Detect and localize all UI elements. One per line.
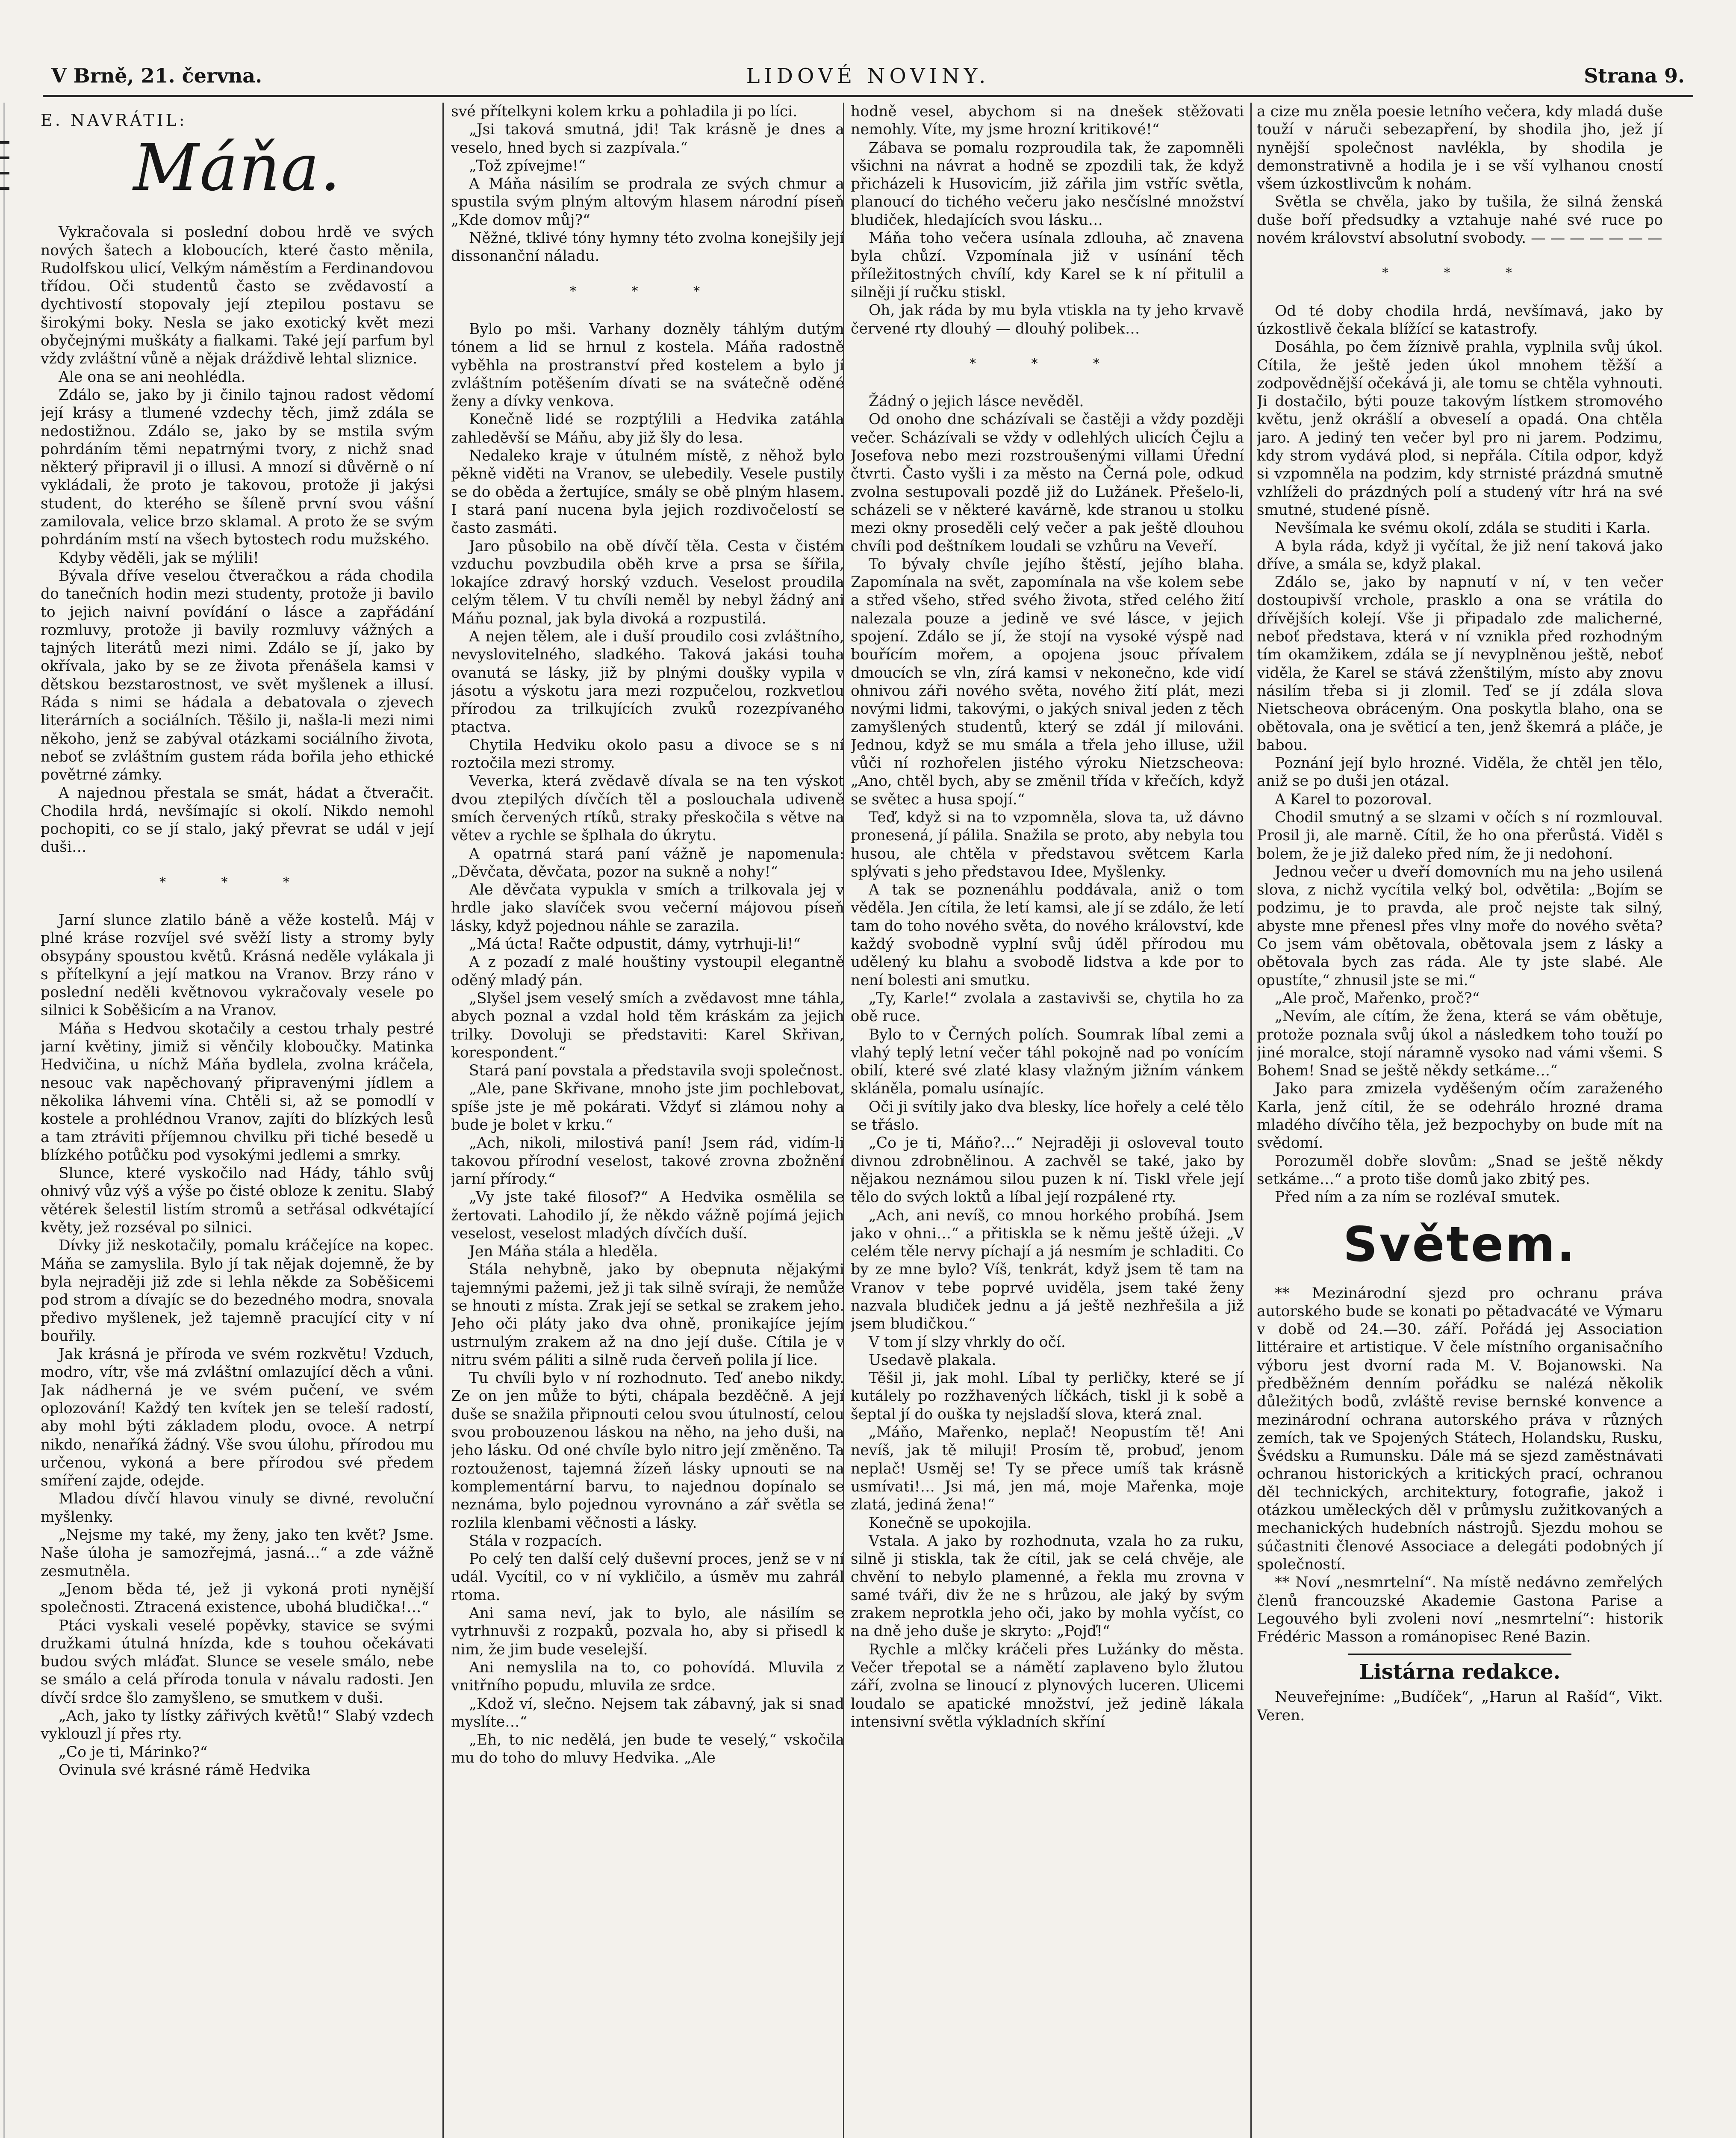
paragraph: Kdyby věděli, jak se mýlili! [59, 549, 259, 567]
section-break-stars: * * * [569, 283, 726, 299]
paragraph: A tak se poznenáhlu poddávala, aniž o tom věděla. Jen cítila, že letí kamsi, ale jí se zdálo, že letí tam do toho nového světa, do nového království, kde každý svobodně vyplní svůj úděl přírodou mu udělený ku blahu a svobodě lidstva a kde por to není bolesti ani smutku. [851, 881, 1244, 989]
paragraph: Stará paní povstala a představila svoji společnost. [469, 1062, 843, 1080]
paragraph: Ale děvčata vypukla v smích a trilkovala jej v hrdle jako slavíček svou večerní májovou píseň lásky, když pojednou náhle se zarazila. [451, 881, 844, 935]
paragraph: „Ach, jako ty lístky zářivých květů!“ Slabý vzdech vyklouzl jí přes rty. [41, 1707, 434, 1743]
paragraph: „Tož zpívejme!“ [469, 157, 586, 174]
paragraph: „Máňo, Mařenko, neplač! Neopustím tě! Ani nevíš, jak tě miluji! Prosím tě, probuď, jenom neplač! Usměj se! Ty se přece umíš tak krásně usmívati!… Jsi má, jen má, moje Mařenka, moje zlatá, jediná žena!“ [851, 1424, 1244, 1514]
paragraph: Nedaleko kraje v útulném místě, z něhož bylo pěkně viděti na Vranov, se ulebedily. Vesele pustily se do oběda a žertujíce, smály se obě plným hlasem. I stará paní nucena byla jejich rozdivočelostí se často zasmáti. [451, 447, 844, 537]
paragraph: Poznání její bylo hrozné. Viděla, že chtěl jen tělo, aniž se po duši jen otázal. [1257, 755, 1663, 790]
paragraph: Bylo to v Černých polích. Soumrak líbal zemi a vlahý teplý letní večer táhl pokojně nad po vonícím obilí, které své zlaté klasy vlažným jižním vánkem skláněla, pomalu usínajíc. [851, 1026, 1244, 1098]
paragraph: Oči ji svítily jako dva blesky, líce hořely a celé tělo se třáslo. [851, 1098, 1244, 1134]
paragraph: „Kdož ví, slečno. Nejsem tak zábavný, jak si snad myslíte…“ [451, 1695, 844, 1730]
scan-edge-marks [0, 128, 12, 291]
paragraph: „Vy jste také filosof?“ A Hedvika osmělila se žertovati. Lahodilo jí, že někdo vážně pojímá jejich veselost, veselost mladých dívčích duší. [451, 1189, 844, 1242]
paragraph: „Ale, pane Skřivane, mnoho jste jim pochlebovat, spíše jste je mě pokárati. Vždyť si zlámou nohy a bude je bolet v krku.“ [451, 1080, 844, 1134]
paragraph: Po celý ten další celý duševní proces, jenž se v ní udál. Vycítil, co v ní vykličilo, a úsměv mu zahrál rtoma. [451, 1550, 844, 1604]
paragraph: Jak krásná je příroda ve svém rozkvětu! Vzduch, modro, vítr, vše má zvláštní omlazující děch a vůni. Jak nádherná je ve svém pučení, ve svém oplozování! Každý ten kvítek jen se teleší radostí, aby mohl býti základem plodu, ovoce. A netrpí nikdo, nenaříká žádný. Vše svou úlohu, přírodou mu určenou, vykoná a bere přírodou své předem smíření zajde, odejde. [41, 1346, 434, 1490]
section-heading-listarna: Listárna redakce. [1359, 1660, 1561, 1684]
paragraph: a cize mu zněla poesie letního večera, kdy mladá duše touží v náruči sebezapření, by shodila jho, jež jí nynější společnost navlékla, by shodila je demonstrativně a hodila je i se vší vylhanou cností všem úzkostlivcům k nohám. [1257, 103, 1663, 193]
paragraph: „Ach, nikoli, milostivá paní! Jsem rád, vidím-li takovou přírodní veselost, takové zrovna zbožnění jarní přírody.“ [451, 1134, 844, 1188]
paragraph: Jednou večer u dveří domovních mu na jeho usilená slova, z nichž vycítila velký bol, odvětila: „Bojím se podzimu, je to pravda, ale proč nejste tak silný, abyste mne přenesl přes vlny moře do nového světa? Co jsem vám obětovala, obětovala jsem z lásky a obětovala bych zas ráda. Ale ty jste slabé. Ale opustíte,“ zhnusil jste se mi.“ [1257, 863, 1663, 989]
paragraph: Nevšímala ke svému okolí, zdála se studiti i Karla. [1275, 520, 1651, 537]
paragraph: Dívky již neskotačily, pomalu kráčejíce na kopec. Máňa se zamyslila. Bylo jí tak nějak dojemně, že by byla nejraději již zde si lehla někde za Soběšicemi pod strom a dívajíc se do bezedného modra, snovala předivo myšlenek, jež tajemně pracující city v ní bouřily. [41, 1237, 434, 1345]
article-title: Máňa. [133, 131, 342, 206]
paragraph: Mladou dívčí hlavou vinuly se divné, revoluční myšlenky. [41, 1490, 434, 1526]
paragraph: A nejen tělem, ale i duší proudilo cosi zvláštního, nevyslovitelného, sladkého. Taková jakási touha ovanutá se lásky, již by plnými doušky vypila v jásotu a výskotu jara mezi rozpučelou, rozkvetlou přírodou za trilkujících zvuků rozezpívaného ptactva. [451, 628, 844, 736]
paragraph: Ptáci vyskali veselé popěvky, stavice se svými družkami útulná hnízda, kde s touhou očekávati budou svých mláďat. Slunce se vesele smálo, nebe se smálo a celá příroda tonula v návalu radosti. Jen dívčí srdce šlo zamyšleno, se smutkem v duši. [41, 1617, 434, 1707]
paragraph: „Co je ti, Máňo?…“ Nejraději ji osloveval touto divnou zdrobnělinou. A zachvěl se také, jako by nějakou neznámou silou puzen k ní. Tiskl vřele její tělo do svých loktů a líbal její rozpálené rty. [851, 1134, 1244, 1206]
paragraph: A Karel to pozoroval. [1275, 791, 1432, 808]
paragraph: „Ach, ani nevíš, co mnou horkého probíhá. Jsem jako v ohni…“ a přitiskla se k němu ještě úžeji. „V celém těle nervy píchají a já nesmím je schladiti. Co by ze mne bylo? Víš, tenkrát, když jsem tě tam na Vranov v tebe poprvé uviděla, jsem také ženy nazvala bludiček jednu a já ještě nezhřešila a již jsem bludičkou.“ [851, 1207, 1244, 1333]
column-divider [442, 103, 444, 2138]
paragraph: Jako para zmizela vyděšeným očím zaraženého Karla, jenž cítil, že se odehrálo hrozné drama mladého dívčího těla, jež bezpochyby on bude mít na svědomí. [1257, 1080, 1663, 1152]
paragraph: Bývala dříve veselou čtveračkou a ráda chodila do tanečních hodin mezi studenty, protože ji bavilo to jejich naivní povídání o lásce a zapřádání rozmluvy, protože ji bavily rozmluvy vážných a tajných literátů mezi nimi. Zdálo se jí, jako by okřívala, jako by se ze života přenášela kamsi v dětskou bezstarostnost, ve svět myšlenek a illusí. Ráda s nimi se hádala a debatovala o zjevech literárních a sociálních. Těšilo ji, našla-li mezi nimi někoho, jenž se zabýval otázkami sociálního života, neboť se zvláštním gustem ráda bořila jeho ethické povětrné zámky. [41, 567, 434, 784]
paragraph: Od onoho dne scházívali se častěji a vždy později večer. Scházívali se vždy v odlehlých ulicích Čejlu a Josefova nebo mezi rozstroušenými villami Úřední čtvrti. Často vyšli i za město na Černá pole, odkud zvolna sestupovali pozdě již do Lužánek. Přešelo-li, scházeli se v některé kavárně, kde stranou u stolku mezi okny proseděli celý večer a pak ještě dlouhou chvíli pod deštníkem loudali se vzhůru na Veveří. [851, 411, 1244, 555]
paragraph: A Máňa násilím se prodrala ze svých chmur a spustila svým plným altovým hlasem národní píseň „Kde domov můj?“ [451, 175, 844, 229]
column-2 [451, 103, 844, 2138]
paragraph: Zdálo se, jako by napnutí v ní, v ten večer dostoupivší vrchole, prasklo a ona se vrátila do dřívějších kolejí. Vše ji připadalo zde malicherné, neboť představa, která v ní vznikla před rozhodným tím okamžikem, zdála se jí nevyplněnou ještě, neboť viděla, že Karel se stává zženštilým, místo aby znovu násilím třeba si ji zlomil. Teď se jí zdála slova Nietscheova obráceným. Ona poskytla blaho, ona se obětovala, ona je světicí a ten, jenž škemrá a pláče, je babou. [1257, 574, 1663, 754]
column-3 [851, 103, 1244, 2138]
paragraph: V tom jí slzy vhrkly do očí. [869, 1333, 1066, 1351]
section-break-stars: * * * [969, 356, 1126, 371]
paragraph: Chytila Hedviku okolo pasu a divoce se s ní roztočila mezi stromy. [451, 736, 844, 772]
paragraph: Těšil ji, jak mohl. Líbal ty perličky, které se jí kutálely po rozžhavených líčkách, tiskl ji k sobě a šeptal jí do ouška ty nejsladší slova, která znal. [851, 1370, 1244, 1423]
section-rule [1348, 1654, 1572, 1655]
paragraph: „Jsi taková smutná, jdi! Tak krásně je dnes a veselo, hned bych si zazpívala.“ [451, 121, 844, 157]
editorial-note: Neuveřejníme: „Budíček“, „Harun al Rašíd“, Vikt. Veren. [1257, 1689, 1663, 1724]
paragraph: Vstala. A jako by rozhodnuta, vzala ho za ruku, silně ji stiskla, tak že cítil, jak se celá chvěje, ale chvění to nebylo plamenné, a řekla mu zrovna v samé tváři, div že ne s hrůzou, ale jaký by svým zrakem neprotkla jeho oči, jako by mohla vyčíst, co na dně jeho duše je skryto: „Pojď!“ [851, 1532, 1244, 1640]
paragraph: „Slyšel jsem veselý smích a zvědavost mne táhla, abych poznal a vzdal hold těm kráskám za jejich trilky. Dovoluji se představiti: Karel Skřivan, korespondent.“ [451, 989, 844, 1061]
paragraph: To bývaly chvíle jejího štěstí, jejího blaha. Zapomínala na svět, zapomínala na vše kolem sebe a střed všeho, střed svého života, střed celého žití nalezala pouze a jedině ve své lásce, v jejich spojení. Zdálo se jí, že stojí na vysoké výspě nad bouřícím mořem, a opojena jsouc přívalem dmoucích se vln, zírá kamsi v nekonečno, kde vidí ohnivou záři nového světa, nového žití plát, mezi novými lidmi, takovými, o jakých snival jeden z těch zamyšlených studentů, který se zdál jí milováni. Jednou, když se mu smála a třela jeho illuse, užil vůči ní rozhořelen jistého výroku Nietzscheova: „Ano, chtěl bych, aby se změnil třída v křečích, když se světec a husa spojí.“ [851, 555, 1244, 808]
paragraph: Jen Máňa stála a hleděla. [469, 1243, 658, 1261]
paragraph: Bylo po mši. Varhany dozněly táhlým dutým tónem a lid se hrnul z kostela. Máňa radostně vyběhla na prostranství před kostelem a bylo jí zvláštním potěšením dívati se na svátečně oděné ženy a dívky venkova. [451, 320, 844, 410]
paragraph: Stála nehybně, jako by obepnuta nějakými tajemnými pažemi, jež ji tak silně svíraji, že nemůže se hnouti z místa. Zrak její se setkal se zrakem jeho. Jeho oči pláty jako dva ohně, pronikajíce jejím ustrnulým zrakem až na dno její duše. Cítila je v nitru svém páliti a silně ruda červeň polila jí lice. [451, 1261, 844, 1369]
paragraph: „Co je ti, Márinko?“ [59, 1743, 208, 1761]
paragraph: Teď, když si na to vzpomněla, slova ta, už dávno pronesená, jí pálila. Snažila se proto, aby nebyla tou husou, ale chtěla v představou světcem Karla splývati s jeho představou Idee, Myšlenky. [851, 809, 1244, 880]
paragraph: „Má úcta! Račte odpustit, dámy, vytrhuji-li!“ [469, 936, 801, 953]
paragraph: Dosáhla, po čem žíznivě prahla, vyplnila svůj úkol. Cítila, že ještě jeden úkol mnohem těžší a zodpovědnější očekává ji, ale tomu se chtěla vyhnouti. Ji dostačilo, býti pouze takovým lístkem stromového květu, jenž okrášlí a obveselí a opadá. Ona chtěla jaro. A jediný ten večer byl pro ni jarem. Podzimu, kdy strom vydává plod, si nepřála. Cítila odpor, když si vzpomněla na podzim, kdy strnisté prázdná smutně vzhlíželi do prázdných polí a studený vítr hrá na své smutné, studené písně. [1257, 339, 1663, 519]
header-rule [43, 95, 1693, 97]
paragraph: Chodil smutný a se slzami v očích s ní rozmlouval. Prosil ji, ale marně. Cítil, že ho ona přerůstá. Viděl s bolem, že je již daleko před ním, že ji nedohoní. [1257, 809, 1663, 862]
paragraph: A najednou přestala se smát, hádat a čtveračit. Chodila hrdá, nevšímajíc si okolí. Nikdo nemohl pochopiti, co se jí stalo, jaký převrat se udál v její duši… [41, 784, 434, 856]
paragraph: „Nejsme my také, my ženy, jako ten květ? Jsme. Naše úloha je samozřejmá, jasná…“ a zde vážně zesmutněla. [41, 1527, 434, 1580]
column-4 [1257, 103, 1663, 2138]
paragraph: Tu chvíli bylo v ní rozhodnuto. Teď anebo nikdy. Ze on jen může to býti, chápala bezděčně. A její duše se snažila připnouti celou svou útulností, celou svou probouzenou láskou na něho, na jeho duši, na jeho lásku. Od oné chvíle bylo nitro její změněno. Ta roztouženost, tajemná žízeň lásky upnouti se na komplementární barvu, to najednou dopínalo se neznáma, bylo pojednou vyrovnáno a zář světla se rozlila klenbami věčnosti a lásky. [451, 1370, 844, 1532]
article-author: E. NAVRÁTIL: [41, 111, 187, 130]
paragraph: Porozuměl dobře slovům: „Snad se ještě někdy setkáme…“ a proto tiše domů jako zbitý pes. [1257, 1152, 1663, 1188]
page-header [51, 64, 1685, 94]
section-break-stars: * * * [159, 874, 315, 890]
paragraph: Máňa s Hedvou skotačily a cestou trhaly pestré jarní květiny, jimiž si věnčily kloboučky. Matinka Hedvičina, u níchž Máňa bydlela, zvolna kráčela, nesouc vak napěchovaný připravenými jídlem a několika láhvemi vína. Chtěli si, až se pomodlí v kostele a prohlédnou Vranov, zajíti do blízkých lesů a tam ztráviti příjemnou chvilku při tiché besedě u blízkého potůčku pod vysokými jedlemi a smrky. [41, 1020, 434, 1164]
paragraph: „Jenom běda té, jež ji vykoná proti nynější společnosti. Ztracená existence, ubohá bludička!…“ [41, 1580, 434, 1616]
header-date: V Brně, 21. června. [51, 64, 262, 87]
header-page-number: Strana 9. [1584, 64, 1685, 87]
paragraph: Máňa toho večera usínala zdlouha, ač znavena byla chůzí. Vzpomínala již v usínání těch příležitostných chvílí, kdy Karel se k ní přitulil a silněji jí ručku stiskl. [851, 230, 1244, 301]
paragraph: „Ty, Karle!“ zvolala a zastavivši se, chytila ho za obě ruce. [851, 989, 1244, 1025]
paragraph: Konečně se upokojila. [869, 1514, 1032, 1532]
paragraph: Ani nemyslila na to, co pohovídá. Mluvila z vnitřního popudu, mluvila ze srdce. [451, 1659, 844, 1695]
paragraph: Konečně lidé se rozptýlili a Hedvika zatáhla zahleděvší se Máňu, aby již šly do lesa. [451, 411, 844, 446]
paragraph: Ani sama neví, jak to bylo, ale násilím se vytrhnuvši z rozpaků, pozvala ho, aby si přisedl k nim, že jim bude veselejší. [451, 1605, 844, 1658]
paragraph: Stála v rozpacích. [469, 1532, 603, 1550]
column-divider [1250, 103, 1252, 2138]
news-item: ** Mezinárodní sjezd pro ochranu práva autorského bude se konati po pětadvacáté ve Výmaru v době od 24.—30. září. Pořádá jej Association littéraire et artistique. V čele místního organisačního výboru jest dvorní rada M. V. Bojanowski. Na předběžném denním pořádku se nalézá několik důležitých bodů, zvláště revise bernské konvence a mezinárodní ochrana autorského práva v různých zemích, tak ve Spojených Státech, Holandsku, Rusku, Švédsku a Rumunsku. Dále má se sjezd zaměstnávati ochranou historických a kritických prací, ochranou děl technických, architektury, fotografie, jakož i otázkou uměleckých děl v průmyslu zužitkovaných a mechanických hudebních nástrojů. Sjezdu mohou se súčastniti členové Associace a delegáti podobných jí společností. [1257, 1285, 1663, 1573]
paragraph: Zdálo se, jako by ji činilo tajnou radost vědomí její krásy a tlumené vzdechy těch, jimž zdála se nedostižnou. Zdálo se, jako by se mstila svým pohrdáním těmi nepatrnými tvory, z nichž snad některý připravil ji o illusi. A mnozí si důvěrně o ní vykládali, že proto je takovou, protože ji jakýsi student, do kterého se šíleně první svou vášní zamilovala, velice brzo sklamal. A proto že se svým pohrdáním mstí na všech bytostech rodu mužského. [41, 386, 434, 549]
paragraph: Veverka, která zvědavě dívala se na ten výskot dvou ztepilých dívčích těl a poslouchala udiveně smích červených rtíků, straky přeskočila s větve na větev a rychle se šplhala do úkrytu. [451, 773, 844, 845]
paragraph: Jaro působilo na obě dívčí těla. Cesta v čistém vzduchu povzbudila oběh krve a prsa se šířila, lokajíce zdravý horský vzduch. Veselost proudila celým tělem. V tu chvíli neměl by nebyl žádný ani Máňu poznal, jak byla divoká a rozpustilá. [451, 537, 844, 627]
paragraph: A opatrná stará paní vážně je napomenula: „Děvčata, děvčata, pozor na sukně a nohy!“ [451, 845, 844, 880]
paragraph: své přítelkyni kolem krku a pohladila ji po líci. [451, 103, 798, 120]
paragraph: Ovinula své krásné rámě Hedvika [59, 1761, 311, 1779]
paragraph: Vykračovala si poslední dobou hrdě ve svých nových šatech a kloboucích, které často měnila, Rudolfskou ulicí, Velkým náměstím a Ferdinandovou třídou. Oči studentů často se zvědavostí a dychtivostí stopovaly její ztepilou postavu se širokými boky. Nesla se jako exotický květ mezi obyčejnými muškáty a fialkami. Také její parfum byl vždy zvláštní vůně a nějak dráždivě lehtal sliznice. [41, 224, 434, 368]
paragraph: Před ním a za ním se rozlévaI smutek. [1275, 1189, 1560, 1206]
paragraph: „Eh, to nic nedělá, jen bude te veselý,“ vskočila mu do toho do mluvy Hedvika. „Ale [451, 1731, 844, 1767]
paragraph: Světla se chvěla, jako by tušila, že silná ženská duše boří předsudky a vztahuje nahé své ruce po novém království absolutní svobody. — — — — — — — [1257, 193, 1663, 247]
header-masthead: LIDOVÉ NOVINY. [746, 64, 990, 88]
paragraph: hodně vesel, abychom si na dnešek stěžovati nemohly. Víte, my jsme hrozní kritikové!“ [851, 103, 1244, 139]
paragraph: A z pozadí z malé houštiny vystoupil elegantně oděný mladý pán. [451, 954, 844, 989]
scan-edge [3, 103, 5, 2138]
paragraph: „Nevím, ale cítím, že žena, která se vám obětuje, protože poznala svůj úkol a následkem toho touží po jiné moralce, stojí náramně vysoko nad vámi všemi. S Bohem! Snad se ještě někdy setkáme…“ [1257, 1008, 1663, 1080]
paragraph: Ale ona se ani neohlédla. [59, 368, 246, 386]
paragraph: Zábava se pomalu rozproudila tak, že zapomněli všichni na návrat a hodně se zpozdili tak, že když přicházeli k Husovicím, již zářila jim vstříc světla, planoucí do tichého večeru jako nesčíslné množství bludiček, hledajících svou lásku… [851, 139, 1244, 229]
news-item: ** Noví „nesmrtelní“. Na místě nedávno zemřelých členů francouzské Akademie Gastona Parise a Legouvého byli zvoleni noví „nesmrtelní“: historik Frédéric Masson a románopisec René Bazin. [1257, 1574, 1663, 1646]
paragraph: „Ale proč, Mařenko, proč?“ [1275, 989, 1480, 1007]
section-break-stars: * * * [1382, 266, 1538, 281]
paragraph: Žádný o jejich lásce nevěděl. [869, 393, 1084, 410]
paragraph: Od té doby chodila hrdá, nevšímavá, jako by úzkostlivě čekala blížící se katastrofy. [1257, 302, 1663, 338]
paragraph: Slunce, které vyskočilo nad Hády, táhlo svůj ohnivý vůz výš a výše po čisté obloze k zenitu. Slabý větérek šelestil listím stromů a setřásal odkvétající květy, jež rozséval po silnici. [41, 1165, 434, 1237]
paragraph: Jarní slunce zlatilo báně a věže kostelů. Máj v plné kráse rozvíjel své svěží listy a stromy byly obsypány spoustou květů. Krásná neděle vylákala ji s přítelkyní a její matkou na Vranov. Brzy ráno v poslední neděli květnovou vykračovaly vesele po silnici k Soběšicím a na Vranov. [41, 911, 434, 1019]
paragraph: Rychle a mlčky kráčeli přes Lužánky do města. Večer třepotal se a námětí zaplaveno bylo žlutou září, zvolna se linoucí z plynových luceren. Ulicemi loudalo se apatické množství, jež jedině lákala intensivní světla výkladních skříní [851, 1641, 1244, 1730]
paragraph: A byla ráda, když ji vyčítal, že již není taková jako dříve, a smála se, když plakal. [1257, 537, 1663, 573]
column-1 [41, 103, 434, 2138]
paragraph: Usedavě plakala. [869, 1351, 996, 1369]
paragraph: Něžné, tklivé tóny hymny této zvolna konejšily její dissonanční náladu. [451, 230, 844, 265]
section-heading-svetem: Světem. [1343, 1217, 1577, 1273]
paragraph: Oh, jak ráda by mu byla vtiskla na ty jeho krvavě červené rty dlouhý — dlouhý polibek… [851, 302, 1244, 337]
